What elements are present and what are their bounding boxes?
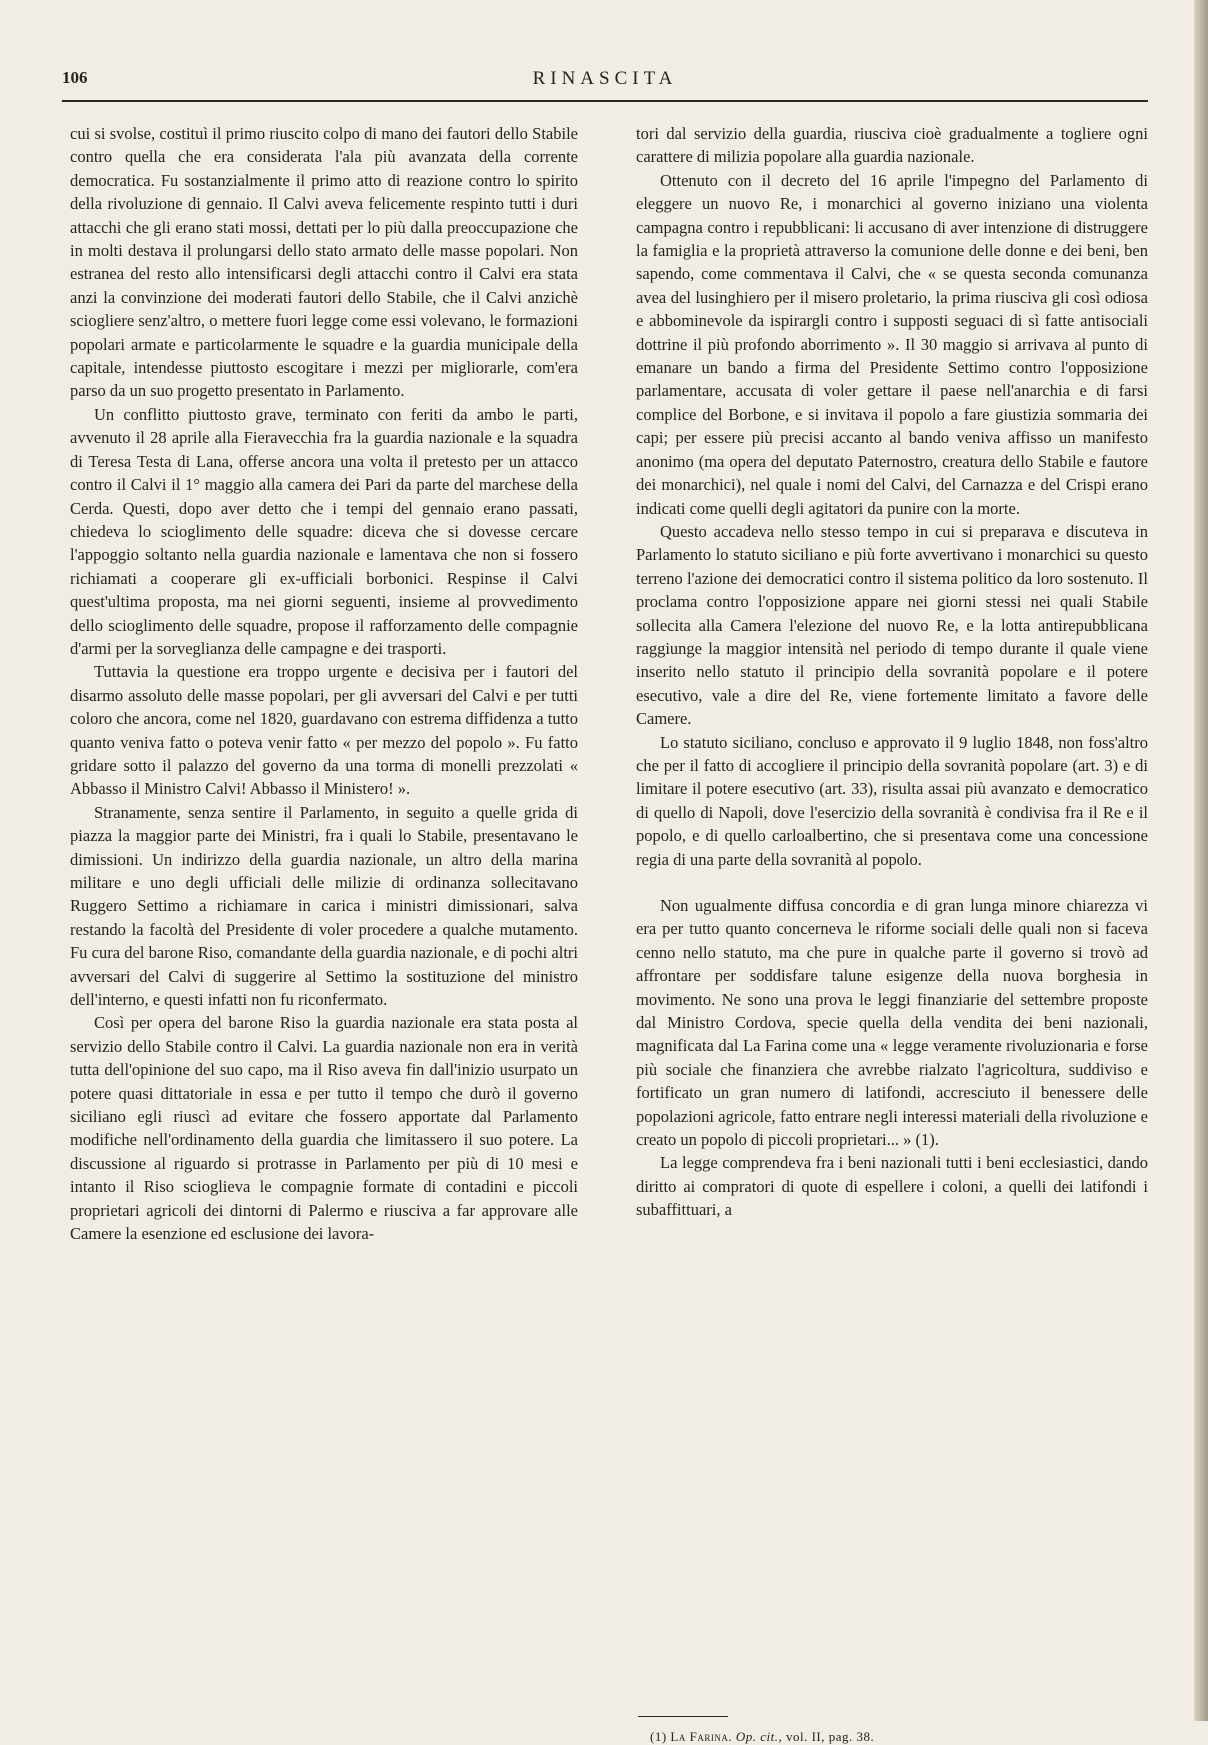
footnote-divider: [638, 1716, 728, 1717]
paragraph: Così per opera del barone Riso la guardia nazionale era stata posta al servizio dello Stabile contro il Calvi. La guardia nazionale non era in verità tutta dell'opinione del suo capo, ma il Riso aveva fin dall'inizio usurpato un potere quasi dittatoriale in essa e per tutto il tempo che durò il governo siciliano egli riuscì ad evitare che fossero apportate dal Parlamento modifiche nell'ordinamento della guardia che limitassero il suo potere. La discussione al riguardo si protrasse in Parlamento per più di 10 mesi e intanto il Riso scioglieva le compagnie formate di contadini e piccoli proprietari agricoli dei dintorni di Palermo e riusciva a far approvare alle Camere la esenzione ed esclusione dei lavora-: [70, 1013, 578, 1244]
footnote-location: vol. II, pag. 38.: [785, 1729, 875, 1744]
paragraph: tori dal servizio della guardia, riusciva cioè gradualmente a togliere ogni carattere di milizia popolare alla guardia nazionale.: [636, 124, 1148, 167]
paragraph: Un conflitto piuttosto grave, terminato con feriti da ambo le parti, avvenuto il 28 aprile alla Fieravecchia fra la guardia nazionale e la squadra di Teresa Testa di Lana, offerse ancora una volta il pretesto per un attacco contro il Calvi il 1° maggio alla camera dei Pari da parte del marchese della Cerda. Questi, dopo aver detto che i tempi del gennaio erano passati, chiedeva lo scioglimento delle squadre: diceva che si dovesse cercare l'appoggio soltanto nella guardia nazionale e lamentava che non si fossero richiamati a cooperare gli ex-ufficiali borbonici. Respinse il Calvi quest'ultima proposta, ma nei giorni seguenti, insieme al provvedimento dello scioglimento delle squadre, propose il rafforzamento delle compagnie d'armi per la sorveglianza delle campagne e dei trasporti.: [70, 404, 578, 658]
left-column: [70, 122, 578, 1246]
paragraph: Ottenuto con il decreto del 16 aprile l'impegno del Parlamento di eleggere un nuovo Re, i monarchici al governo iniziano una violenta campagna contro i repubblicani: li accusano di aver intenzione di distruggere la famiglia e la proprietà attraverso la comunione delle donne e dei beni, ben sapendo, come commentava il Calvi, che « se questa seconda comunanza avea del lusinghiero per il misero proletario, la prima riusciva gli così odiosa e abbominevole da ispirargli contro i supposti seguaci di sì fatte antisociali dottrine il più profondo aborrimento ». Il 30 maggio si arrivava al punto di emanare un bando a firma del Presidente Settimo contro l'opposizione parlamentare, accusata di voler gettare il paese nell'anarchia e di farsi complice del Borbone, e si invitava il popolo a fare giustizia sommaria dei capi; per essere più precisi accanto al bando veniva affisso un manifesto anonimo (ma opera del deputato Paternostro, creatura dello Stabile e fautore dei monarchici), nel quale i nomi del Calvi, del Carnazza e del Crispi erano indicati come quelli degli agitatori da punire con la morte.: [636, 170, 1148, 518]
paragraph: Non ugualmente diffusa concordia e di gran lunga minore chiarezza vi era per tutto quanto concerneva le riforme sociali delle quali non si faceva cenno nello statuto, ma che pure in qualche parte il governo si trovò ad affrontare per soddisfare talune esigenze della nuova borghesia in movimento. Ne sono una prova le leggi finanziarie del settembre proposte dal Ministro Cordova, specie quella della vendita dei beni nazionali, magnificata dal La Farina come una « legge veramente rivoluzionaria e forse più sociale che finanziera che avrebbe rialzato l'agricoltura, suddiviso e fortificato un gran numero di latifondi, accresciuto il benessere delle popolazioni agricole, fatto entrare negli interessi materiali della rivoluzione e creato un popolo di piccoli proprietari... » (1).: [636, 896, 1148, 1150]
paragraph: Stranamente, senza sentire il Parlamento, in seguito a quelle grida di piazza la maggior parte dei Ministri, fra i quali lo Stabile, presentavano le dimissioni. Un indirizzo della guardia nazionale, un altro della marina militare e uno degli ufficiali delle milizie di ordinanza sollecitavano Ruggero Settimo a richiamare in carica i ministri dimissionari, salva restando la facoltà del Presidente di voler procedere a qualche mutamento. Fu cura del barone Riso, comandante della guardia nazionale, e di pochi altri avversari del Calvi di suggerire al Settimo la sostituzione del ministro dell'interno, e questi infatti non fu riconfermato.: [70, 802, 578, 1010]
paragraph: cui si svolse, costituì il primo riuscito colpo di mano dei fautori dello Stabile contro quella che era considerata l'ala più avanzata della corrente democratica. Fu sostanzialmente il primo atto di reazione contro lo spirito della rivoluzione di gennaio. Il Calvi aveva felicemente respinto tutti i duri attacchi che gli erano stati mossi, dettati per lo più dalla preoccupazione che in molti destava il prolungarsi dello stato armato delle masse popolari. Non estranea del resto allo intensificarsi degli attacchi contro il Calvi era stata anzi la convinzione dei moderati fautori dello Stabile, che il Calvi anzichè sciogliere senz'altro, o mettere fuori legge come essi volevano, le formazioni popolari armate e particolarmente le squadre e la guardia municipale della capitale, intendesse piuttosto escogitare i mezzi per migliorarle, com'era parso da un suo progetto presentato in Parlamento.: [70, 124, 578, 401]
paragraph: La legge comprendeva fra i beni nazionali tutti i beni ecclesiastici, dando diritto ai compratori di quote di espellere i coloni, a quelli dei latifondi i subaffittuari, a: [636, 1153, 1148, 1220]
running-title: RINASCITA: [532, 68, 678, 89]
paragraph: Tuttavia la questione era troppo urgente e decisiva per i fautori del disarmo assoluto delle masse popolari, per gli avversari del Calvi e per tutti coloro che ancora, come nel 1820, guardavano con estrema diffidenza a tutto quanto veniva fatto o poteva venir fatto « per mezzo del popolo ». Fu fatto gridare sotto il palazzo del governo da una torma di monelli prezzolati « Abbasso il Ministro Calvi! Abbasso il Ministero! ».: [70, 662, 578, 799]
page-edge: [1194, 0, 1208, 1721]
page-number: 106: [62, 68, 88, 87]
footnote-marker: (1): [650, 1729, 667, 1744]
right-column: [636, 122, 1148, 1222]
paragraph: Lo statuto siciliano, concluso e approvato il 9 luglio 1848, non foss'altro che per il fatto di accogliere il principio della sovranità popolare (art. 3) e di limitare il potere esecutivo (art. 33), risulta assai più avanzato e democratico di quello di Napoli, dove l'esercizio della sovranità è condivisa fra il Re e il popolo, e di quello carloalbertino, che si presentava come una concessione regia di una parte della sovranità al popolo.: [636, 732, 1148, 869]
footnote: [650, 1729, 874, 1745]
page-header: [62, 66, 1148, 102]
footnote-author: La Farina.: [670, 1729, 733, 1744]
paragraph: Questo accadeva nello stesso tempo in cui si preparava e discuteva in Parlamento lo statuto siciliano e più forte avvertivano i monarchici su questo terreno l'azione dei democratici contro il sistema politico da loro sostenuto. Il proclama contro l'opposizione appare nei giorni stessi nei quali Stabile sollecita alla Camera l'elezione del nuovo Re, e la lotta antirepubblicana raggiunge la maggior intensità nel periodo di tempo durante il quale viene inserito nello statuto il principio della sovranità popolare e il potere esecutivo, vale a dire del Re, viene fortemente limitato a favore delle Camere.: [636, 521, 1148, 729]
footnote-work: Op. cit.,: [735, 1729, 783, 1744]
